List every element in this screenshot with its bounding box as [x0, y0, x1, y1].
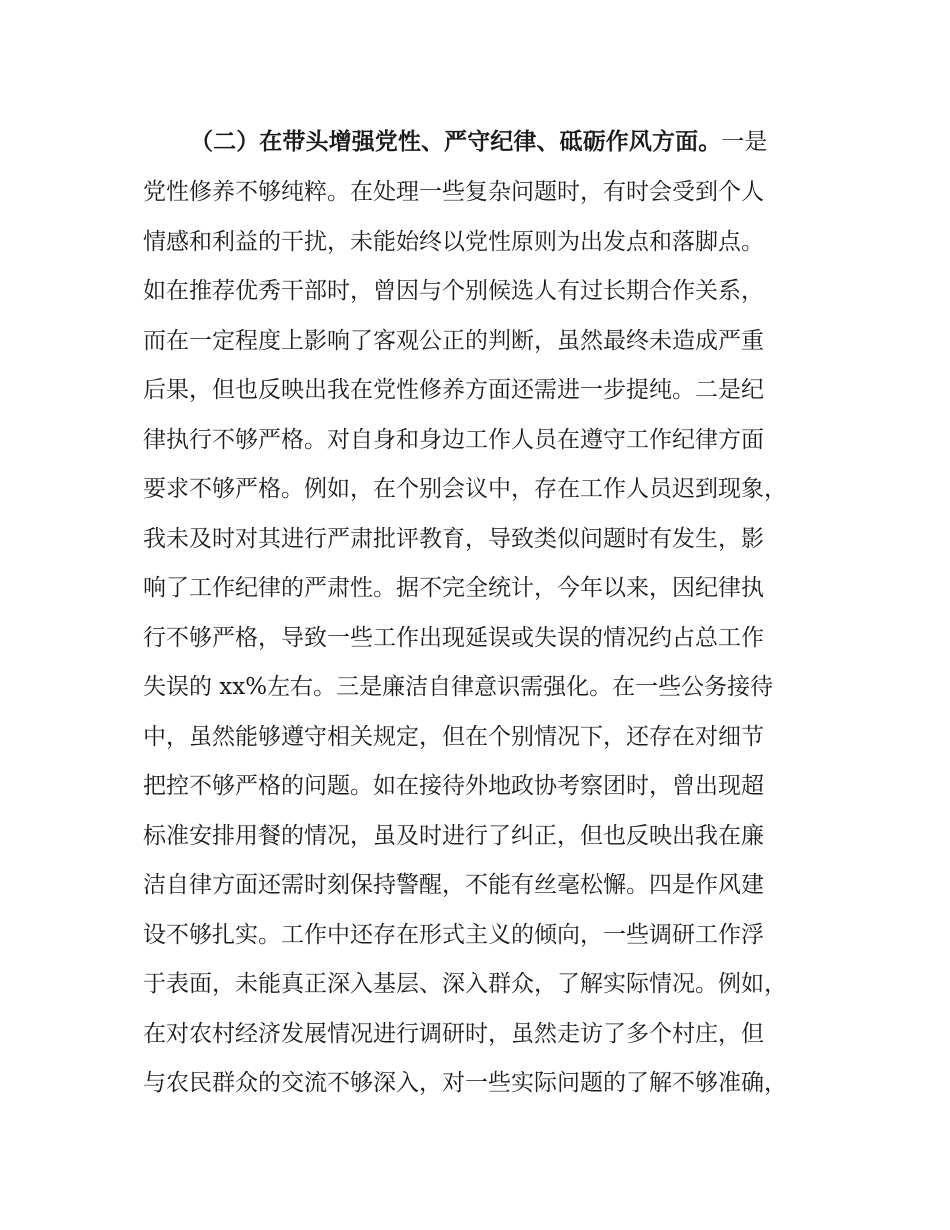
text-line: 与农民群众的交流不够深入，对一些实际问题的了解不够准确，	[143, 1070, 787, 1096]
text-line: 失误的 xx%左右。三是廉洁自律意识需强化。在一些公务接待	[143, 674, 774, 700]
text-line: 我未及时对其进行严肃批评教育，导致类似问题时有发生，影	[143, 526, 764, 552]
paragraph-first-line	[190, 122, 767, 162]
text-line: 响了工作纪律的严肃性。据不完全统计，今年以来，因纪律执	[143, 575, 764, 601]
text-line: 洁自律方面还需时刻保持警醒，不能有丝毫松懈。四是作风建	[143, 872, 764, 898]
text-line: 中，虽然能够遵守相关规定，但在个别情况下，还存在对细节	[143, 724, 764, 750]
text-line: 把控不够严格的问题。如在接待外地政协考察团时，曾出现超	[143, 773, 764, 799]
section-heading: （二）在带头增强党性、严守纪律、砥砺作风方面。	[190, 129, 722, 155]
text-line: 后果，但也反映出我在党性修养方面还需进一步提纯。二是纪	[143, 377, 764, 403]
text-line: 党性修养不够纯粹。在处理一些复杂问题时，有时会受到个人	[143, 179, 764, 205]
text-line: 于表面，未能真正深入基层、深入群众，了解实际情况。例如，	[143, 971, 787, 997]
text-line: 律执行不够严格。对自身和身边工作人员在遵守工作纪律方面	[143, 427, 764, 453]
text-line: 行不够严格，导致一些工作出现延误或失误的情况约占总工作	[143, 625, 764, 651]
text-line: 情感和利益的干扰，未能始终以党性原则为出发点和落脚点。	[143, 229, 764, 255]
text-line: 如在推荐优秀干部时，曾因与个别候选人有过长期合作关系，	[143, 278, 764, 304]
text-line: 标准安排用餐的情况，虽及时进行了纠正，但也反映出我在廉	[143, 823, 764, 849]
first-line-tail: 一是	[721, 129, 768, 155]
text-line: 设不够扎实。工作中还存在形式主义的倾向，一些调研工作浮	[143, 922, 764, 948]
text-line: 而在一定程度上影响了客观公正的判断，虽然最终未造成严重	[143, 328, 764, 354]
text-line: 要求不够严格。例如，在个别会议中，存在工作人员迟到现象，	[143, 476, 787, 502]
text-line: 在对农村经济发展情况进行调研时，虽然走访了多个村庄，但	[143, 1021, 764, 1047]
